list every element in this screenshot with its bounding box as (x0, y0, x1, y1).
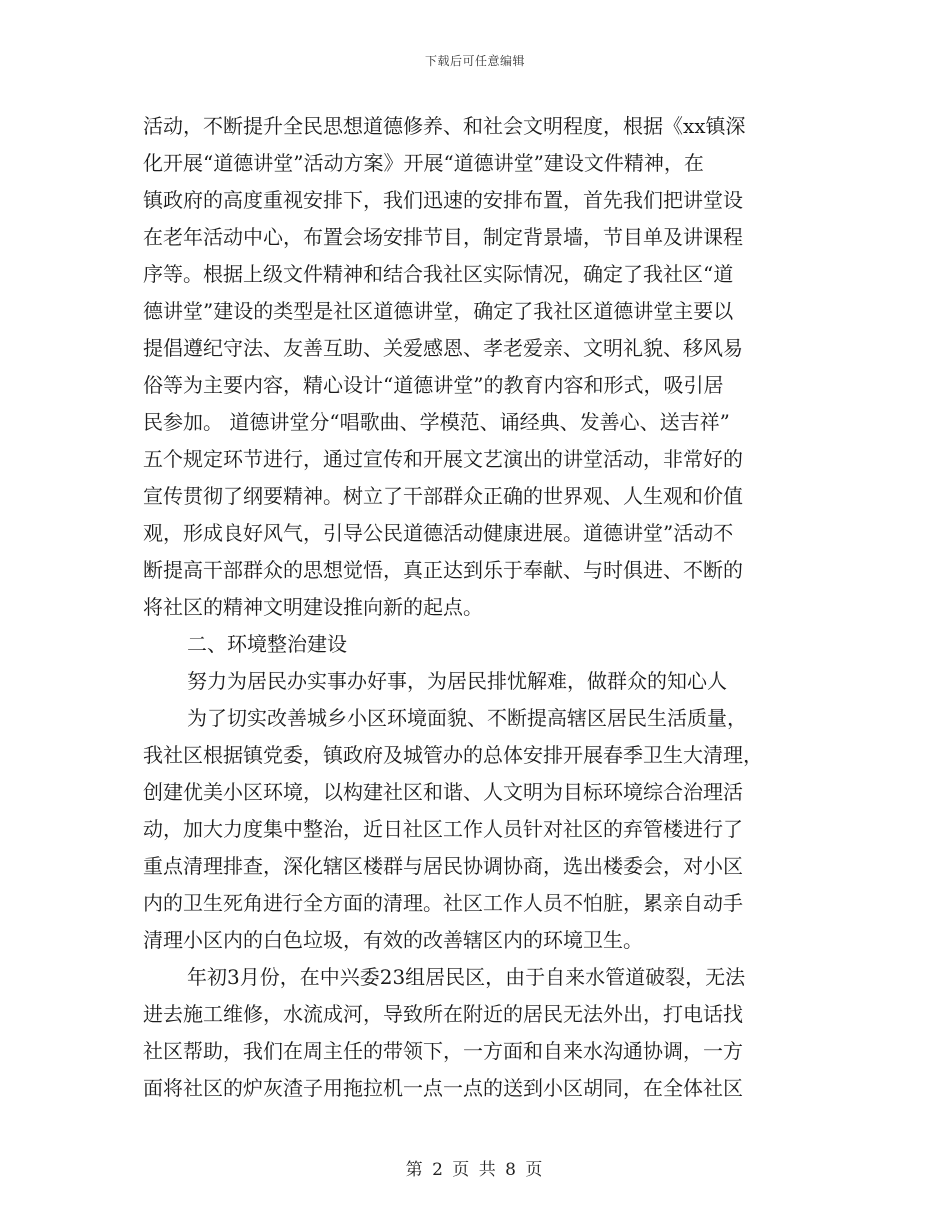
text-line: 在老年活动中心，布置会场安排节目，制定背景墙，节目单及讲课程 (143, 225, 743, 249)
text-line: 宣传贯彻了纲要精神。树立了干部群众正确的世界观、人生观和价值 (143, 484, 743, 508)
page-number-footer: 第 2 页 共 8 页 (405, 1160, 545, 1180)
text-line: 德讲堂”建设的类型是社区道德讲堂，确定了我社区道德讲堂主要以 (143, 299, 734, 323)
text-line: 俗等为主要内容，精心设计“道德讲堂”的教育内容和形式，吸引居 (143, 373, 724, 397)
text-line: 年初3月份，在中兴委23组居民区，由于自来水管道破裂，无法 (187, 965, 746, 989)
page-header: 下载后可任意编辑 (424, 54, 525, 68)
text-line: 面将社区的炉灰渣子用拖拉机一点一点的送到小区胡同，在全体社区 (143, 1076, 743, 1100)
text-line: 断提高干部群众的思想觉悟，真正达到乐于奉献、与时俱进、不断的 (143, 558, 743, 582)
text-line: 努力为居民办实事办好事，为居民排忧解难，做群众的知心人 (187, 669, 727, 693)
text-line: 二、环境整治建设 (187, 632, 347, 656)
text-line: 社区帮助，我们在周主任的带领下，一方面和自来水沟通协调，一方 (143, 1039, 743, 1063)
text-line: 民参加。 道德讲堂分“唱歌曲、学模范、诵经典、发善心、送吉祥” (143, 410, 730, 434)
text-line: 观，形成良好风气，引导公民道德活动健康进展。道德讲堂”活动不 (143, 521, 734, 545)
text-line: 动，加大力度集中整治，近日社区工作人员针对社区的弃管楼进行了 (143, 817, 743, 841)
text-line: 内的卫生死角进行全方面的清理。社区工作人员不怕脏，累亲自动手 (143, 891, 743, 915)
text-line: 五个规定环节进行，通过宣传和开展文艺演出的讲堂活动，非常好的 (143, 447, 743, 471)
text-line: 活动，不断提升全民思想道德修养、和社会文明程度，根据《xx镇深 (143, 114, 746, 138)
text-line: 我社区根据镇党委，镇政府及城管办的总体安排开展春季卫生大清理， (143, 743, 763, 767)
document-body (143, 108, 807, 1107)
text-line: 为了切实改善城乡小区环境面貌、不断提高辖区居民生活质量， (187, 706, 747, 730)
text-line: 创建优美小区环境，以构建社区和谐、人文明为目标环境综合治理活 (143, 780, 743, 804)
text-line: 序等。根据上级文件精神和结合我社区实际情况，确定了我社区“道 (143, 262, 734, 286)
text-line: 提倡遵纪守法、友善互助、关爱感恩、孝老爱亲、文明礼貌、移风易 (143, 336, 743, 360)
text-line: 化开展“道德讲堂”活动方案》开展“道德讲堂”建设文件精神，在 (143, 151, 704, 175)
text-line: 镇政府的高度重视安排下，我们迅速的安排布置，首先我们把讲堂设 (143, 188, 743, 212)
text-line: 清理小区内的白色垃圾，有效的改善辖区内的环境卫生。 (143, 928, 643, 952)
text-line: 将社区的精神文明建设推向新的起点。 (143, 595, 483, 619)
text-line: 进去施工维修，水流成河，导致所在附近的居民无法外出，打电话找 (143, 1002, 743, 1026)
text-line: 重点清理排查，深化辖区楼群与居民协调协商，选出楼委会，对小区 (143, 854, 743, 878)
